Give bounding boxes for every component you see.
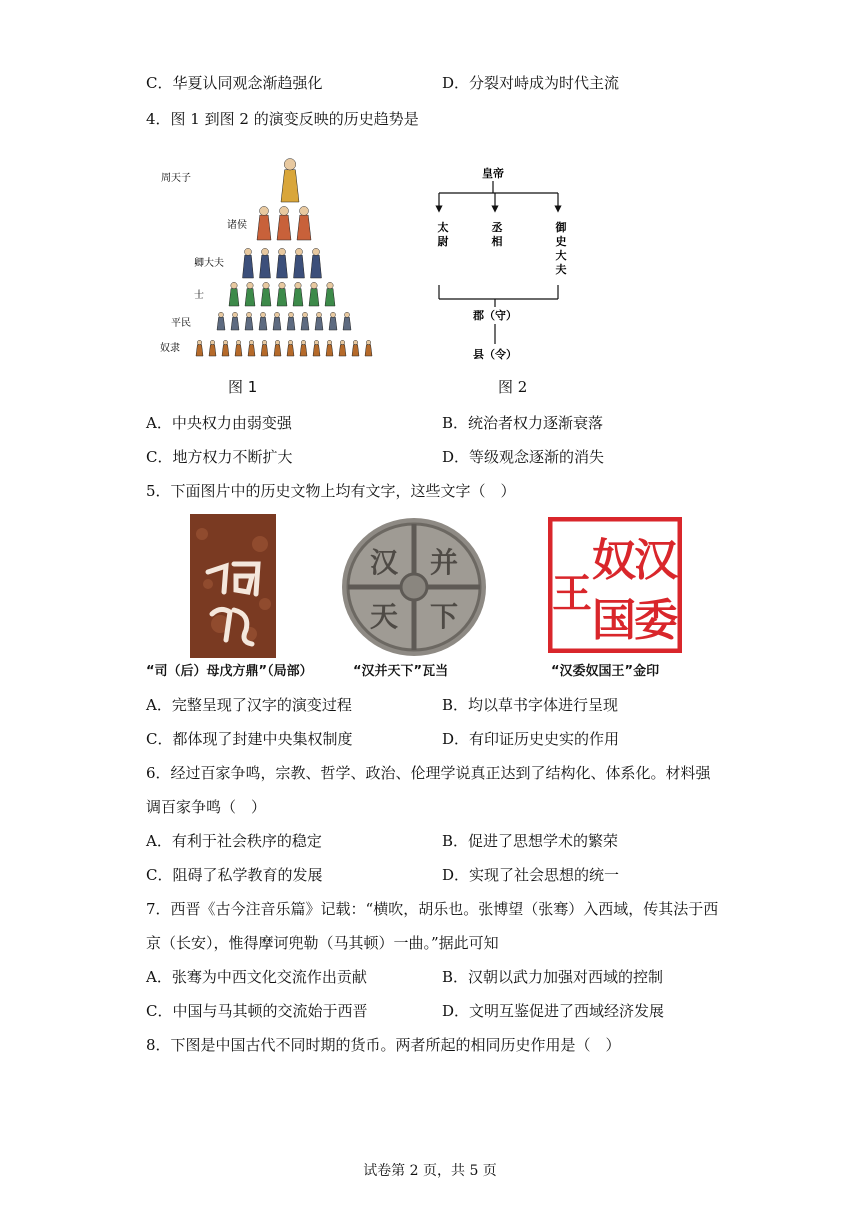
pyramid-figure-slave [196, 340, 203, 356]
q4-option-a: A．中央权力由弱变强 [146, 414, 292, 432]
q4-fig2-orgchart [425, 163, 585, 368]
orgchart-yushi-2: 史 [555, 235, 567, 248]
seal-glyph-2: 委 [634, 595, 678, 646]
q4-option-d: D．等级观念逐渐的消失 [442, 448, 605, 466]
tile-glyph-1: 汉 [369, 546, 399, 579]
q5-img2-caption: “汉并天下”瓦当 [353, 664, 449, 679]
q4-option-b: B．统治者权力逐渐衰落 [442, 414, 604, 432]
seal-glyph-4: 国 [592, 595, 636, 646]
q5-option-a: A．完整呈现了汉字的演变过程 [146, 696, 352, 714]
orgchart-yushi-3: 大 [555, 249, 567, 262]
q3-option-d: D．分裂对峙成为时代主流 [442, 74, 620, 92]
q5-option-d: D．有印证历史史实的作用 [442, 730, 620, 748]
tile-glyph-3: 天 [369, 600, 399, 633]
q5-bronze-inscription-image [190, 514, 276, 658]
orgchart-emperor: 皇帝 [482, 167, 504, 180]
pyramid-figure-scholar [229, 282, 239, 306]
q7-option-a: A．张骞为中西文化交流作出贡献 [146, 968, 367, 986]
pyramid-figure-scholar [261, 282, 271, 306]
q4-fig1-pyramid [160, 150, 400, 400]
pyramid-figure-slave [287, 340, 294, 356]
q6-option-b: B．促进了思想学术的繁荣 [442, 832, 619, 850]
q7-option-b: B．汉朝以武力加强对西域的控制 [442, 968, 664, 986]
orgchart-taiwei-2: 尉 [437, 235, 449, 248]
pyramid-figure-scholar [309, 282, 319, 306]
bronze-glyphs: 司母 [233, 654, 235, 655]
q5-option-b: B．均以草书字体进行呈现 [442, 696, 619, 714]
pyramid-figure-commoner [287, 312, 295, 330]
pyramid-figure-minister [277, 248, 288, 278]
orgchart-yushi-1: 御 [555, 221, 567, 234]
q8-stem: 8．下图是中国古代不同时期的货币。两者所起的相同历史作用是（ ） [146, 1036, 621, 1054]
seal-glyph-3: 奴 [592, 535, 636, 586]
pyramid-figure-commoner [231, 312, 239, 330]
pyramid-figure-minister [260, 248, 271, 278]
pyramid-figure-slave [274, 340, 281, 356]
pyramid-figure-lord [257, 206, 271, 240]
pyramid-figure-slave [352, 340, 359, 356]
pyramid-level-3: 士 [194, 290, 204, 301]
orgchart-yushi-4: 夫 [555, 263, 567, 276]
pyramid-figure-commoner [217, 312, 225, 330]
pyramid-figure-commoner [315, 312, 323, 330]
q6-option-c: C．阻碍了私学教育的发展 [146, 866, 323, 884]
seal-glyph-5: 王 [552, 571, 592, 617]
orgchart-county: 县（令） [473, 348, 517, 361]
pyramid-level-1: 诸侯 [227, 220, 247, 231]
q5-img1-caption: “司（后）母戊方鼎”（局部） [146, 664, 313, 679]
q7-option-d: D．文明互鉴促进了西域经济发展 [442, 1002, 665, 1020]
pyramid-figure-slave [339, 340, 346, 356]
q5-stem: 5．下面图片中的历史文物上均有文字，这些文字（ ） [146, 482, 516, 500]
pyramid-level-5: 奴隶 [160, 343, 180, 354]
pyramid-figure-lord [297, 206, 311, 240]
q4-fig1-caption: 图 1 [228, 378, 258, 396]
pyramid-figure-slave [235, 340, 242, 356]
orgchart-chengxiang-2: 相 [491, 235, 503, 248]
pyramid-figure-slave [365, 340, 372, 356]
pyramid-figure-scholar [325, 282, 335, 306]
pyramid-figure-minister [294, 248, 305, 278]
q3-option-c: C．华夏认同观念渐趋强化 [146, 74, 323, 92]
q4-option-c: C．地方权力不断扩大 [146, 448, 293, 466]
pyramid-figure-commoner [273, 312, 281, 330]
q7-stem-line1: 7．西晋《古今注音乐篇》记载：“横吹，胡乐也。张博望（张骞）入西域，传其法于西 [146, 900, 719, 918]
pyramid-level-2: 卿大夫 [194, 258, 224, 269]
pyramid-figure-slave [261, 340, 268, 356]
pyramid-figure-commoner [245, 312, 253, 330]
pyramid-figure-slave [222, 340, 229, 356]
pyramid-figure-king [281, 159, 299, 202]
pyramid-figure-scholar [277, 282, 287, 306]
q6-option-d: D．实现了社会思想的统一 [442, 866, 620, 884]
q7-option-c: C．中国与马其顿的交流始于西晋 [146, 1002, 368, 1020]
pyramid-figure-commoner [343, 312, 351, 330]
q4-fig2-caption: 图 2 [498, 378, 528, 396]
q5-roof-tile-image [340, 516, 488, 658]
pyramid-level-4: 平民 [171, 318, 191, 329]
seal-glyph-1: 汉 [634, 535, 678, 586]
pyramid-figure-scholar [245, 282, 255, 306]
orgchart-commandery: 郡（守） [473, 309, 517, 322]
pyramid-figure-slave [209, 340, 216, 356]
q6-stem-line1: 6．经过百家争鸣，宗教、哲学、政治、伦理学说真正达到了结构化、体系化。材料强 [146, 764, 711, 782]
pyramid-figure-slave [300, 340, 307, 356]
pyramid-figure-minister [243, 248, 254, 278]
q5-img3-caption: “汉委奴国王”金印 [551, 664, 660, 679]
pyramid-figure-slave [248, 340, 255, 356]
pyramid-figure-minister [311, 248, 322, 278]
pyramid-figure-slave [313, 340, 320, 356]
orgchart-taiwei-1: 太 [437, 221, 449, 234]
orgchart-chengxiang-1: 丞 [491, 221, 503, 234]
q5-option-c: C．都体现了封建中央集权制度 [146, 730, 353, 748]
q7-stem-line2: 京（长安），惟得摩诃兜勒（马其顿）一曲。”据此可知 [146, 934, 499, 952]
q4-stem: 4．图 1 到图 2 的演变反映的历史趋势是 [146, 110, 419, 128]
tile-glyph-4: 下 [429, 600, 459, 633]
pyramid-figure-commoner [259, 312, 267, 330]
pyramid-figure-lord [277, 206, 291, 240]
q6-option-a: A．有利于社会秩序的稳定 [146, 832, 322, 850]
pyramid-figure-scholar [293, 282, 303, 306]
pyramid-figure-commoner [301, 312, 309, 330]
page-footer: 试卷第 2 页，共 5 页 [363, 1163, 497, 1179]
q5-gold-seal-image [548, 517, 682, 653]
tile-glyph-2: 并 [429, 546, 459, 579]
pyramid-level-0: 周天子 [161, 173, 191, 184]
pyramid-figure-commoner [329, 312, 337, 330]
pyramid-figure-slave [326, 340, 333, 356]
q6-stem-line2: 调百家争鸣（ ） [146, 798, 267, 816]
